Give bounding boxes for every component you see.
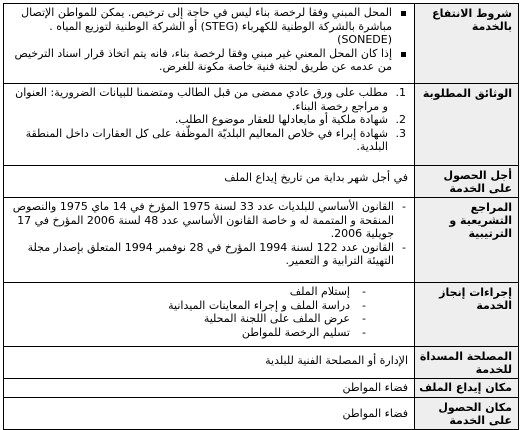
- table-row: [4, 198, 519, 283]
- list-item: 1. مطلب على ورق عادي ممضى من قبل الطالب ومتضمنا للبيانات الضرورية: العنوان و مراجع رخصة البناء.: [15, 86, 406, 113]
- row-content: [4, 347, 415, 379]
- list-item: المحل المبني وفقا لرخصة بناء ليس في حاجة إلى ترخيص. يمكن للمواطن الإتصال مباشرة بالشركة الوطنية للكهرباء (STEG) أو الشركة الوطنية لتوزيع المياه . (SONEDE): [12, 6, 408, 47]
- list-item: - تسليم الرخصة للمواطن: [12, 326, 408, 340]
- row-header: مكان إيداع الملف: [415, 379, 519, 398]
- row-header: أجل الحصول على الخدمة: [415, 166, 519, 198]
- documents-list: [12, 86, 408, 154]
- row-header: شروط الانتفاع بالخدمة: [415, 4, 519, 84]
- row-content: [4, 4, 415, 84]
- list-item: 2. شهادة ملكية أو مايعادلها للعقار موضوع الطلب.: [174, 113, 406, 127]
- row-content: [4, 166, 415, 198]
- list-item: - إستلام الملف: [12, 285, 408, 299]
- list-item: - عرض الملف على اللجنة المحلية: [12, 312, 408, 326]
- table-row: [4, 379, 519, 398]
- table-row: [4, 347, 519, 379]
- row-header: المصلحة المسداة للخدمة: [415, 347, 519, 379]
- row-header: الوثائق المطلوبة: [415, 84, 519, 166]
- list-item: 3. شهادة إبراء في خلاص المعاليم البلديّة الموظّفة على كل العقارات داخل المنطقة البلدية.: [25, 126, 406, 154]
- row-content: [4, 198, 415, 283]
- list-item: - القانون الأساسي للبلديات عدد 33 لسنة 1975 المؤرخ في 14 ماي 1975 والنصوص المنقحة و المتممة له و خاصة القانون الأساسي عدد 48 لسنة 2006 المؤرخ في 17 جويلية 2006.: [12, 200, 408, 241]
- row-header: مكان الحصول على الخدمة: [415, 397, 519, 429]
- list-item: - القانون عدد 122 لسنة 1994 المؤرخ في 28 نوفمبر 1994 المتعلق بإصدار مجلة التهيئة الترابية و التعمير.: [12, 241, 408, 268]
- conditions-list: [12, 6, 408, 74]
- row-header: المراجع التشريعية و الترتيبية: [415, 198, 519, 283]
- table-row: [4, 397, 519, 429]
- row-content: [4, 379, 415, 398]
- service-provider-text: الإدارة أو المصلحة الفنية للبلدية: [265, 354, 408, 367]
- row-header: إجراءات إنجاز الخدمة: [415, 283, 519, 347]
- table-row: [4, 166, 519, 198]
- table-row: [4, 4, 519, 84]
- service-info-table: [3, 3, 519, 430]
- pickup-place-text: فضاء المواطن: [342, 406, 408, 420]
- table-row: [4, 84, 519, 166]
- list-item: إذا كان المحل المعني غير مبني وفقا لرخصة بناء، فانه يتم اتخاذ قرار اسناد الترخيص من عدمه عن طريق لجنة فنية خاصة مكونة للغرض.: [12, 47, 408, 74]
- list-item: - دراسة الملف و إجراء المعاينات الميدانية: [12, 299, 408, 313]
- deposit-place-text: فضاء المواطن: [342, 381, 408, 394]
- table-row: [4, 283, 519, 347]
- row-content: [4, 397, 415, 429]
- references-list: [12, 200, 408, 268]
- delay-text: في أجل شهر بداية من تاريخ إيداع الملف: [224, 171, 408, 184]
- row-content: [4, 84, 415, 166]
- row-content: [4, 283, 415, 347]
- procedures-list: [12, 285, 408, 339]
